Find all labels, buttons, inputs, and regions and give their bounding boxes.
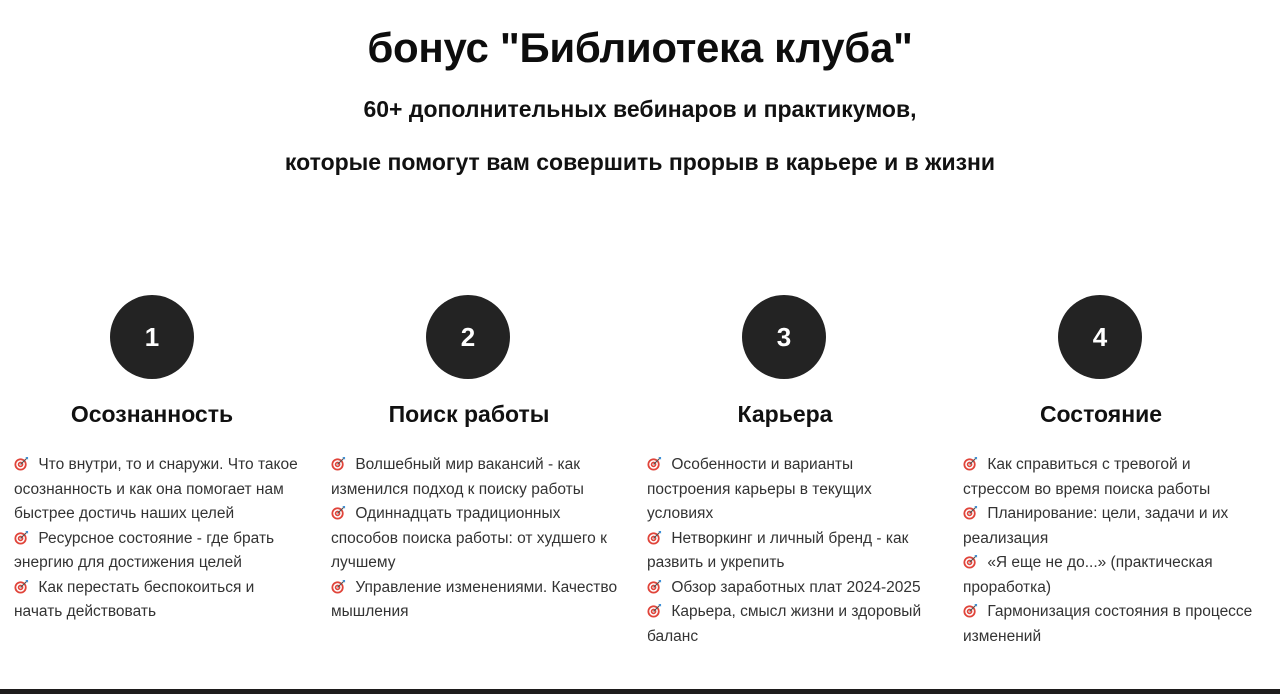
- list-item-text: Одиннадцать традиционных способов поиска работы: от худшего к лучшему: [331, 505, 607, 571]
- direct-hit-dart-icon: [14, 530, 29, 545]
- list-item-text: Управление изменениями. Качество мышления: [331, 578, 618, 620]
- list-item-text: Гармонизация состояния в процессе изменений: [963, 603, 1253, 645]
- list-item-text: «Я еще не до...» (практическая проработка): [963, 554, 1213, 596]
- list-item: [14, 527, 304, 576]
- list-item: [647, 600, 937, 649]
- list-item-text: Волшебный мир вакансий - как изменился подход к поиску работы: [331, 456, 584, 498]
- list-item: [331, 502, 621, 576]
- list-item-text: Карьера, смысл жизни и здоровый баланс: [647, 603, 922, 645]
- direct-hit-dart-icon: [647, 456, 662, 471]
- list-item-text: Нетворкинг и личный бренд - как развить и укрепить: [647, 529, 909, 571]
- direct-hit-dart-icon: [647, 579, 662, 594]
- topic-list: [963, 453, 1253, 649]
- list-item: [647, 576, 937, 601]
- list-item-text: Особенности и варианты построения карьеры в текущих условиях: [647, 456, 872, 522]
- topic-list: [14, 453, 304, 625]
- list-item: [14, 576, 304, 625]
- step-number-badge: 4: [1058, 295, 1142, 379]
- direct-hit-dart-icon: [14, 579, 29, 594]
- direct-hit-dart-icon: [963, 603, 978, 618]
- subtitle-line-1: 60+ дополнительных вебинаров и практикумов,: [363, 96, 917, 122]
- step-number-badge: 2: [426, 295, 510, 379]
- list-item-text: Обзор заработных плат 2024-2025: [671, 578, 921, 596]
- direct-hit-dart-icon: [647, 530, 662, 545]
- bottom-bar: [0, 689, 1280, 694]
- list-item-text: Как справиться с тревогой и стрессом во время поиска работы: [963, 456, 1211, 498]
- column-title: Поиск работы: [388, 401, 550, 427]
- list-item: [647, 453, 937, 527]
- step-number-badge: 3: [742, 295, 826, 379]
- subtitle-line-2: которые помогут вам совершить прорыв в карьере и в жизни: [284, 149, 996, 175]
- list-item-text: Что внутри, то и снаружи. Что такое осознанность и как она помогает нам быстрее достичь наших целей: [14, 456, 298, 522]
- direct-hit-dart-icon: [331, 505, 346, 520]
- list-item: [963, 453, 1253, 502]
- list-item: [963, 600, 1253, 649]
- column-title: Осознанность: [70, 401, 234, 427]
- list-item: [14, 453, 304, 527]
- list-item: [331, 576, 621, 625]
- direct-hit-dart-icon: [331, 579, 346, 594]
- direct-hit-dart-icon: [963, 505, 978, 520]
- page-title: бонус "Библиотека клуба": [367, 24, 913, 71]
- list-item-text: Как перестать беспокоиться и начать действовать: [14, 578, 255, 620]
- direct-hit-dart-icon: [963, 456, 978, 471]
- direct-hit-dart-icon: [963, 554, 978, 569]
- topic-list: [647, 453, 937, 649]
- direct-hit-dart-icon: [14, 456, 29, 471]
- list-item: [647, 527, 937, 576]
- topic-list: [331, 453, 621, 625]
- step-number-badge: 1: [110, 295, 194, 379]
- direct-hit-dart-icon: [331, 456, 346, 471]
- list-item: [331, 453, 621, 502]
- column-title: Состояние: [1039, 401, 1163, 427]
- list-item: [963, 551, 1253, 600]
- list-item-text: Планирование: цели, задачи и их реализация: [963, 505, 1229, 547]
- list-item-text: Ресурсное состояние - где брать энергию для достижения целей: [14, 529, 275, 571]
- list-item: [963, 502, 1253, 551]
- direct-hit-dart-icon: [647, 603, 662, 618]
- column-title: Карьера: [737, 401, 833, 427]
